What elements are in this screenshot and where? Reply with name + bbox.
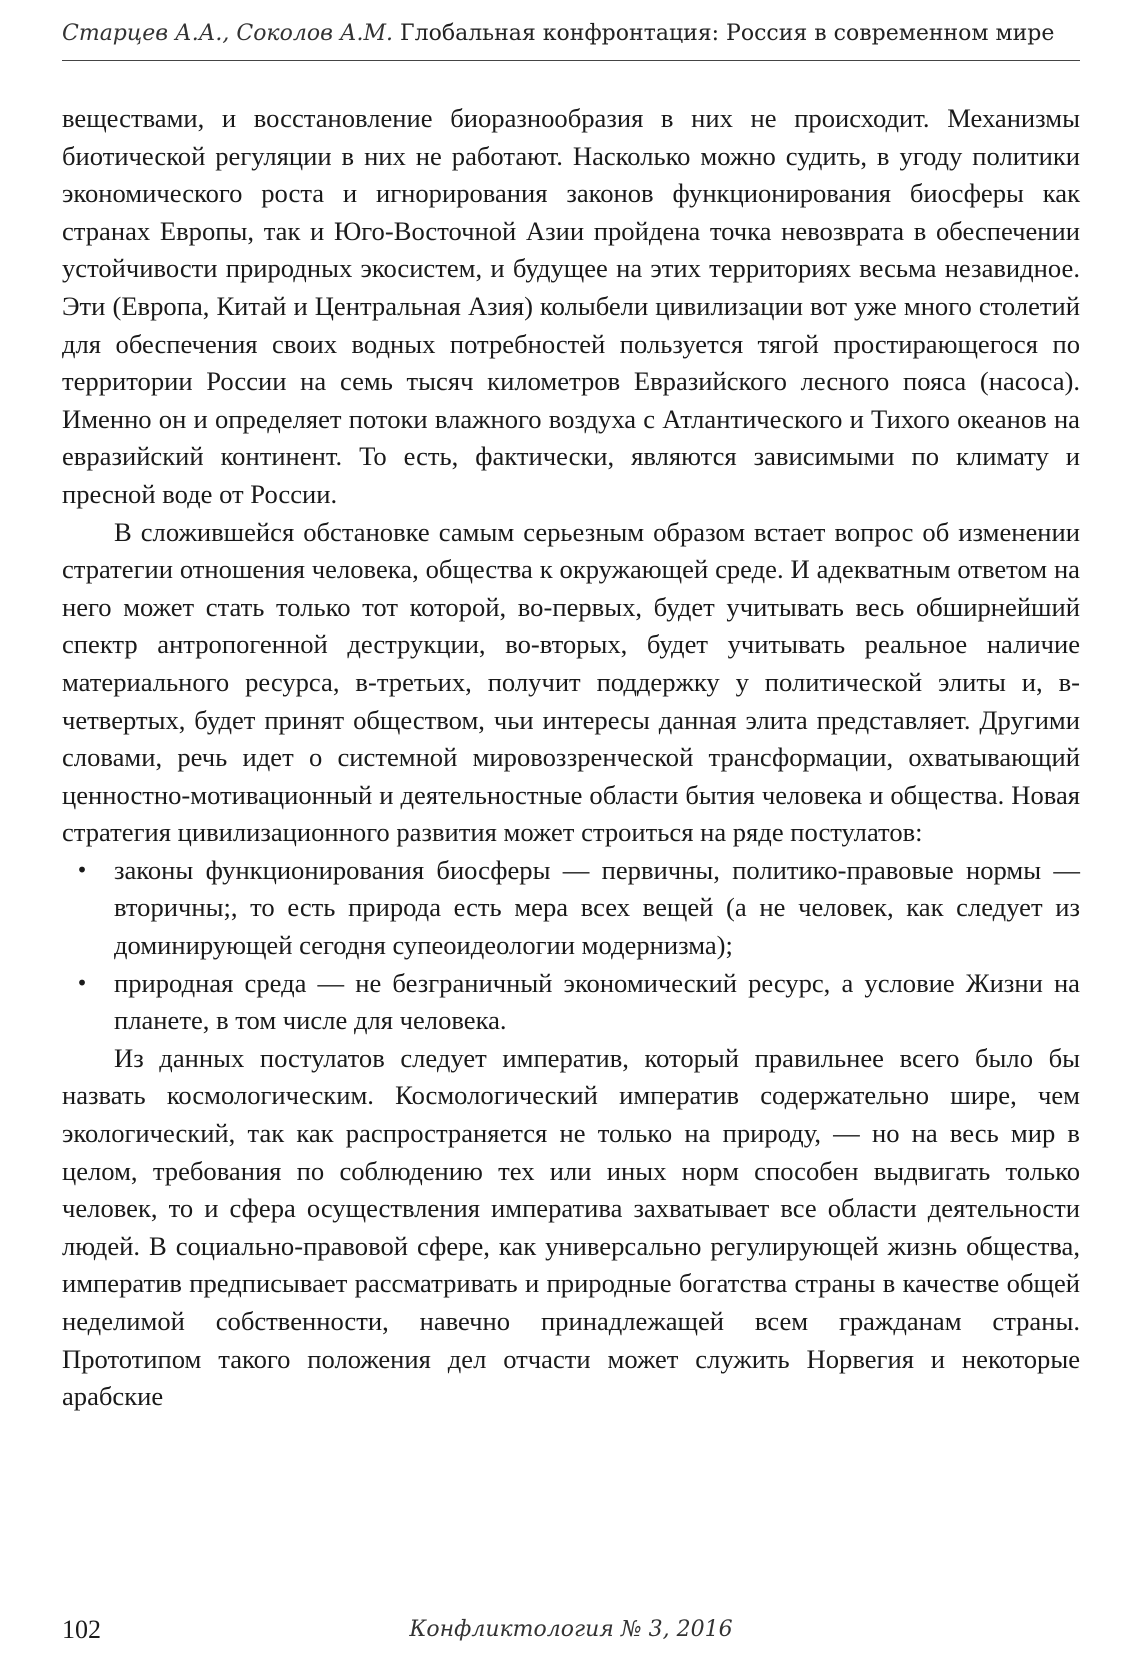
journal-title: Конфликтология № 3, 2016 xyxy=(409,1617,733,1642)
header-authors: Старцев А.А., Соколов А.М. xyxy=(62,21,394,46)
bullet-icon: • xyxy=(76,857,88,882)
page-footer xyxy=(62,1612,1080,1648)
postulates-list xyxy=(62,852,1080,1040)
paragraph: Из данных постулатов следует императив, который правильнее всего было бы назвать космологическим. Космологический императив содержательно шире, чем экологический, так как распространяется не только на природу, — но на весь мир в целом, требования по соблюдению тех или иных норм способен выдвигать только человек, то и сфера осуществления императива захватывает все области деятельности людей. В социально-правовой сфере, как универсально регулирующей жизнь общества, императив предписывает рассматривать и природные богатства страны в качестве общей неделимой собственности, навечно принадлежащей всем гражданам страны. Прототипом такого положения дел отчасти может служить Норвегия и некоторые арабские xyxy=(62,1042,1080,1412)
list-item xyxy=(62,852,1080,965)
bullet-icon: • xyxy=(76,970,88,995)
paragraph: В сложившейся обстановке самым серьезным образом встает вопрос об изменении стратегии отношения человека, общества к окружающей среде. И адекватным ответом на него может стать только тот которой, во-первых, будет учитывать весь обширнейший спектр антропогенной деструкции, во-вторых, будет учитывать реальное наличие материального ресурса, в-третьих, получит поддержку у политической элиты и, в-четвертых, будет принят обществом, чьи интересы данная элита представляет. Другими словами, речь идет о системной мировоззренческой трансформации, охватывающий ценностно-мотивационный и деятельностные области бытия человека и общества. Новая стратегия цивилизационного развития может строиться на ряде постулатов: xyxy=(62,516,1080,848)
paragraph: веществами, и восстановление биоразнообразия в них не происходит. Механизмы биотической регуляции в них не работают. Насколько можно судить, в угоду политики экономического роста и игнорирования законов функционирования биосферы как странах Европы, так и Юго-Восточной Азии пройдена точка невозврата в обеспечении устойчивости природных экосистем, и будущее на этих территориях весьма незавидное. Эти (Европа, Китай и Центральная Азия) колыбели цивилизации вот уже много столетий для обеспечения своих водных потребностей пользуется тягой простирающегося по территории России на семь тысяч километров Евразийского лесного пояса (насоса). Именно он и определяет потоки влажного воздуха с Атлантического и Тихого океанов на евразийский континент. То есть, фактически, являются зависимыми по климату и пресной воде от России. xyxy=(62,103,1080,509)
list-item xyxy=(62,965,1080,1040)
article-body xyxy=(62,100,1080,1416)
list-item-text: законы функционирования биосферы — первичны, политико-правовые нормы — вторичны;, то есть природа есть мера всех вещей (а не человек, как следует из доминирующей сегодня супеоидеологии модернизма); xyxy=(114,854,1080,961)
running-header xyxy=(62,16,1080,52)
list-item-text: природная среда — не безграничный экономический ресурс, а условие Жизни на планете, в том числе для человека. xyxy=(114,967,1080,1036)
page-number: 102 xyxy=(62,1615,101,1644)
header-title: Глобальная конфронтация: Россия в современном мире xyxy=(400,21,1055,46)
header-divider xyxy=(62,60,1080,61)
